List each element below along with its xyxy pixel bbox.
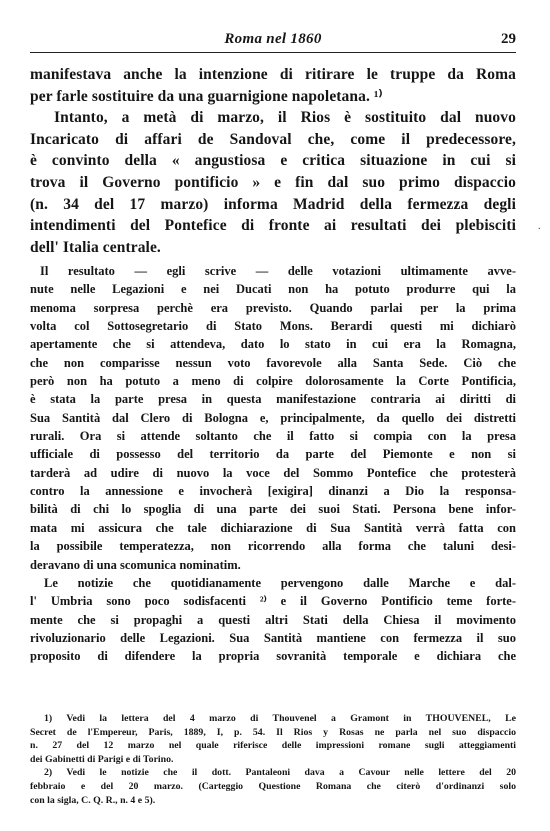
quote-line: ufficiale di possesso del territorio da parte del Piemonte e non si: [30, 447, 516, 462]
text-line: (n. 34 del 17 marzo) informa Madrid della fermezza degli: [30, 195, 516, 213]
quote-line: bilità di chi lo spoglia di una parte dei suoi Stati. Persona bene infor-: [30, 502, 516, 517]
footnote-line: n. 27 del 12 marzo nel quale riferisce delle impressioni romane sugli atteggiamenti: [30, 740, 516, 752]
header-rule: [30, 52, 516, 53]
quote-line: mata mi assicura che tale dichiarazione di Sua Santità verrà fatta con: [30, 520, 516, 535]
quote-line: volta col Sottosegretario di Stato Mons. Berardi questi mi dichiarò: [30, 319, 516, 334]
footnote-line: con la sigla, C. Q. R., n. 4 e 5).: [30, 794, 156, 806]
footnote-line: Secret de l'Empereur, Paris, 1889, I, p. 54. Il Rios y Rosas ne parla nel suo dispaccio: [30, 726, 516, 738]
footnote-line: dei Gabinetti di Parigi e di Torino.: [30, 753, 174, 765]
quote-line: è stata la parte presa in questa manifestazione contraria ai diritti di: [30, 392, 516, 407]
margin-mark: .: [538, 221, 541, 232]
quote-line: tarderà ad udire di nuovo la voce del Sommo Pontefice che protesterà: [30, 465, 516, 480]
footnote-line: febbraio e del 20 marzo. (Carteggio Questione Romana che citerò d'ordinanzi solo: [30, 780, 516, 792]
quote-line: menoma sorpresa perchè era previsto. Quando parlai per la prima: [30, 300, 516, 315]
page-number: 29: [501, 31, 516, 47]
text-line: dell' Italia centrale.: [30, 238, 161, 256]
footnote-line: 1) Vedi la lettera del 4 marzo di Thouvenel a Gramont in THOUVENEL, Le: [44, 713, 516, 724]
intro-text: [30, 64, 516, 258]
quote-line: Il resultato — egli scrive — delle votazioni ultimamente avve-: [40, 264, 516, 278]
quote-line: nute nelle Legazioni e nei Ducati non ha potuto produrre qui la: [30, 282, 516, 297]
text-line: è convinto della « angustiosa e critica situazione in cui si: [30, 152, 516, 170]
quote-line: l' Umbria sono poco sodisfacenti ²⁾ e il Governo Pontificio teme forte-: [30, 594, 516, 609]
quote-line: la possibile temperatezza, non ricorrendo alla forma che taluni desi-: [30, 539, 516, 554]
text-line: intendimenti del Pontefice di fronte ai resultati dei plebisciti: [30, 217, 516, 235]
quote-line: però non ha potuto a meno di colpire dolorosamente la Corte Pontificia,: [30, 374, 516, 389]
text-line: Incaricato di affari de Sandoval che, come il predecessore,: [30, 130, 516, 148]
quote-line: rivoluzionario delle Legazioni. Sua Santità mantiene con fermezza il suo: [30, 630, 516, 645]
quote-line: che non comparisse nessun voto favorevole alla Santa Sede. Ciò che: [30, 355, 516, 370]
page-header: [30, 30, 516, 50]
running-title: Roma nel 1860: [224, 31, 322, 47]
text-line: Intanto, a metà di marzo, il Rios è sostituito dal nuovo: [54, 109, 516, 127]
quote-line: Le notizie che quotidianamente pervengono dalle Marche e dal-: [44, 575, 516, 590]
quote-line: Sua Santità dal Clero di Bologna e, principalmente, da quello dei distretti: [30, 410, 516, 425]
footnote-line: 2) Vedi le notizie che il dott. Pantaleoni dava a Cavour nelle lettere del 20: [44, 767, 516, 779]
footnotes: [30, 712, 516, 807]
text-line: manifestava anche la intenzione di ritirare le truppe da Roma: [30, 66, 516, 83]
quote-line: contro la annessione e invocherà [exigira] dinanzi a Dio la responsa-: [30, 484, 516, 499]
text-line: per farle sostituire da una guarnigione napoletana. ¹⁾: [30, 87, 383, 105]
quote-line: deravano di una scomunica nominatim.: [30, 557, 241, 572]
quote-line: proposito di difendere la propria sovranità temporale e dichiara che: [30, 649, 516, 664]
quote-line: mente che si propaghi a questi altri Stati della Chiesa il movimento: [30, 612, 516, 627]
quoted-dispatch: [30, 262, 516, 666]
quote-line: apertamente che si attendeva, dato lo stato in cui era la Romagna,: [30, 337, 516, 352]
text-line: trova il Governo pontificio » e fin dal suo primo dispaccio: [30, 173, 516, 191]
quote-line: rurali. Ora si attende soltanto che il fatto si compia con la presa: [30, 429, 516, 444]
